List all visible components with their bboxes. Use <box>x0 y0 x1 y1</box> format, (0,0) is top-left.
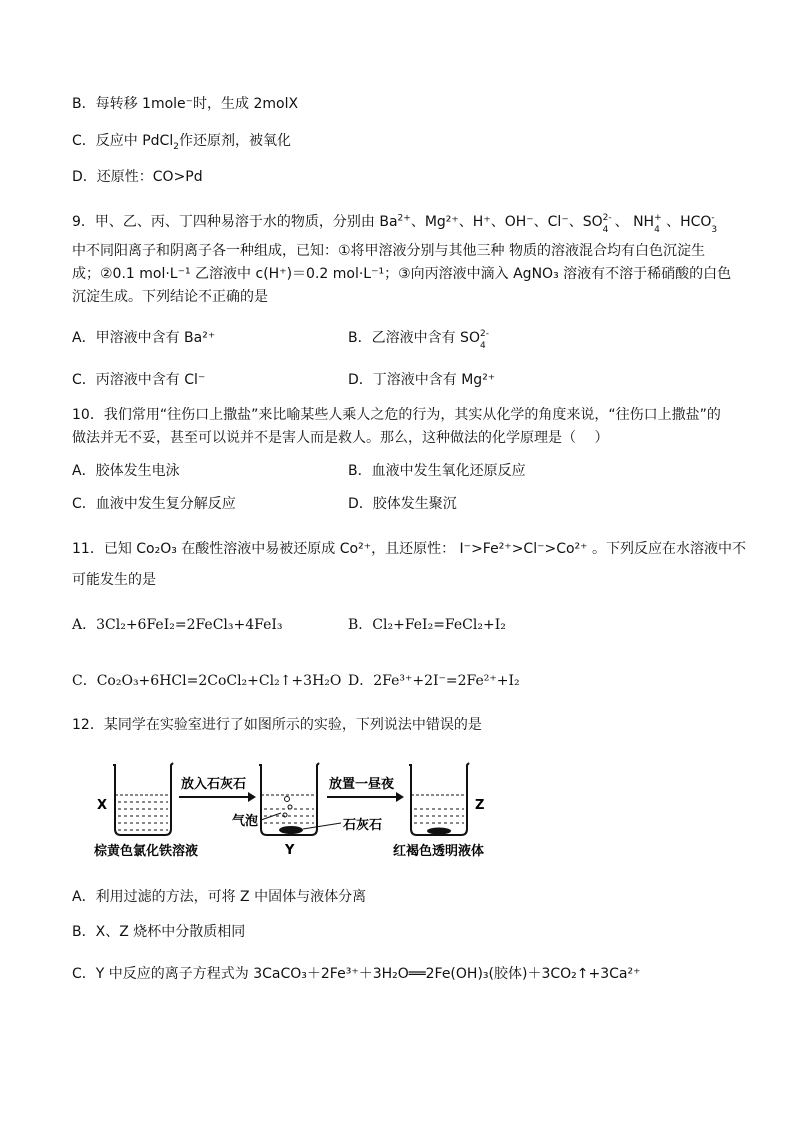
q9-option-b-scripts: 2- 4 <box>479 329 489 351</box>
beaker-y <box>259 763 319 835</box>
label-x: X <box>97 798 108 813</box>
q9-line1-ions: 、Mg²⁺、H⁺、OH⁻、Cl⁻、SO <box>410 214 603 230</box>
q9-line1-pre: 9．甲、乙、丙、丁四种易溶于水的物质，分别由 Ba <box>72 214 398 230</box>
q9-option-c: C．丙溶液中含有 Cl⁻ <box>72 372 206 388</box>
q11-stem-line2: 可能发生的是 <box>72 572 156 588</box>
q8-option-c-pre: C．反应中 PdCl <box>72 133 174 149</box>
caption-left: 棕黄色氯化铁溶液 <box>94 844 199 859</box>
q9-option-a: A．甲溶液中含有 Ba²⁺ <box>72 330 216 346</box>
q10-option-b: B．血液中发生氧化还原反应 <box>348 463 526 479</box>
label-wait: 放置一昼夜 <box>329 777 395 792</box>
q9-line1-hco: 、HCO <box>666 214 712 230</box>
experiment-figure <box>93 757 513 862</box>
q9-so4-scripts: 2- 4 <box>602 213 612 235</box>
q11-option-c: C．Co₂O₃+6HCl=2CoCl₂+Cl₂↑+3H₂O <box>72 673 342 689</box>
q12-option-c: C．Y 中反应的离子方程式为 3CaCO₃＋2Fe³⁺＋3H₂O══2Fe(OH)₃(胶体)＋3CO₂↑+3Ca²⁺ <box>72 966 641 982</box>
q9-option-b <box>348 328 492 351</box>
q11-option-b: B．Cl₂+FeI₂=FeCl₂+I₂ <box>348 617 506 633</box>
stone-pointer <box>303 823 341 829</box>
q9-hco3-scripts: - 3 <box>711 213 718 235</box>
q9-option-b-text: B．乙溶液中含有 SO <box>348 330 480 346</box>
label-y: Y <box>285 843 295 858</box>
q8-option-c-post: 作还原剂，被氧化 <box>178 133 291 149</box>
caption-right: 红褐色透明液体 <box>393 844 485 859</box>
q9-line1-nh: 、 NH <box>614 214 655 230</box>
arrow-wait-head <box>396 792 404 802</box>
label-stone: 石灰石 <box>343 818 383 833</box>
q10-stem-line2: 做法并无不妥，甚至可以说并不是害人而是救人。那么，这种做法的化学原理是（ ） <box>72 430 609 446</box>
q11-option-d: D．2Fe³⁺+2I⁻=2Fe²⁺+I₂ <box>348 673 520 689</box>
q11-stem-line1 <box>72 539 746 559</box>
arrow-add-head <box>248 792 256 802</box>
q9-option-d: D．丁溶液中含有 Mg²⁺ <box>348 372 496 388</box>
q9-stem-line2: 中不同阳离子和阴离子各一种组成，已知：①将甲溶液分别与其他三种 物质的溶液混合均有白色沉淀生 <box>72 243 705 259</box>
q9-nh4-scripts: + 4 <box>654 213 662 235</box>
q8-option-c <box>72 131 291 151</box>
q9-stem-line3: 成；②0.1 mol·L⁻¹ 乙溶液中 c(H⁺)＝0.2 mol·L⁻¹；③向丙溶液中滴入 AgNO₃ 溶液有不溶于稀硝酸的白色 <box>72 266 732 282</box>
q11-line1-post: 。下列反应在水溶液中不 <box>592 541 747 557</box>
q10-stem-line1: 10．我们常用“往伤口上撒盐”来比喻某些人乘人之危的行为，其实从化学的角度来说，“往伤口上撒盐”的 <box>72 407 721 423</box>
q8-option-b: B．每转移 1mole⁻时，生成 2molX <box>72 96 299 112</box>
q8-option-d: D．还原性：CO>Pd <box>72 169 203 185</box>
q10-option-a: A．胶体发生电泳 <box>72 463 180 479</box>
q11-line1-pre: 11．已知 Co₂O₃ 在酸性溶液中易被还原成 Co²⁺，且还原性： <box>72 541 456 557</box>
q9-stem-line4: 沉淀生成。下列结论不正确的是 <box>72 289 268 305</box>
q12-option-b: B．X、Z 烧杯中分散质相同 <box>72 924 246 940</box>
q10-option-c: C．血液中发生复分解反应 <box>72 496 236 512</box>
beaker-x <box>113 763 173 835</box>
label-add: 放入石灰石 <box>181 777 247 792</box>
beaker-z <box>409 763 469 835</box>
label-z: Z <box>475 798 485 813</box>
label-bubble: 气泡 <box>232 814 259 829</box>
q12-stem: 12．某同学在实验室进行了如图所示的实验，下列说法中错误的是 <box>72 717 482 733</box>
q11-option-a: A．3Cl₂+6FeI₂=2FeCl₃+4FeI₃ <box>72 617 283 633</box>
q11-line1-chain: I⁻>Fe²⁺>Cl⁻>Co²⁺ <box>459 541 588 557</box>
q10-option-d: D．胶体发生聚沉 <box>348 496 457 512</box>
q8-option-c-sub: 2 <box>173 141 179 152</box>
q9-stem-line1: 9．甲、乙、丙、丁四种易溶于水的物质，分别由 $Ba^{2+}$、Mg²⁺、H⁺、OH⁻、Cl⁻、SO 2- 4 、 NH + 4 、HCO - 3 <box>72 212 723 232</box>
q12-option-a: A．利用过滤的方法，可将 Z 中固体与液体分离 <box>72 889 367 905</box>
